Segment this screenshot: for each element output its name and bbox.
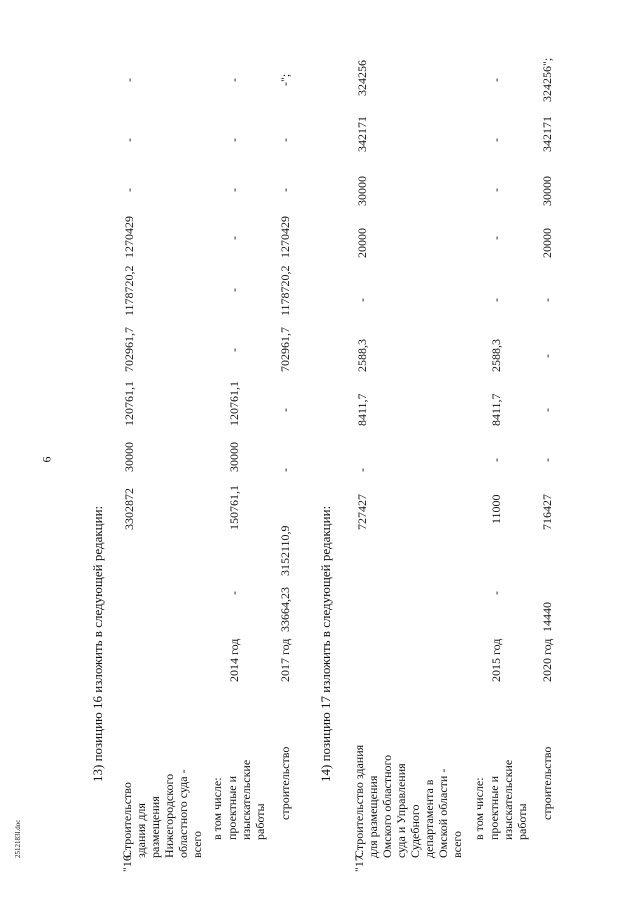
title-line: для размещения <box>366 775 380 858</box>
cell-sub2-8: 30000 <box>540 176 554 206</box>
cell-sub2-7: 1270429 <box>278 216 292 258</box>
rotated-document-body <box>60 52 580 872</box>
label-line: работы <box>515 803 529 840</box>
title-line: Судебного <box>408 804 422 858</box>
cell-sub2-9: 342171 <box>540 116 554 152</box>
cell-sub2-3: - <box>540 458 554 462</box>
title-line: суда и Управления <box>394 763 408 858</box>
cell-sub2-5: 702961,7 <box>278 327 292 372</box>
cell-total-7: 30000 <box>355 176 369 206</box>
cell-sub2-6: 1178720,2 <box>278 265 292 316</box>
title-line: всего <box>190 830 204 858</box>
cell-sub2-6: - <box>540 298 554 302</box>
label-line: проектные и <box>487 775 501 840</box>
title-line: Омского областного <box>380 754 394 858</box>
cell-total-6: 1270429 <box>122 216 136 258</box>
page-number: 6 <box>39 456 54 463</box>
cell-sub2-4: - <box>278 408 292 412</box>
cell-total-9: 324256 <box>355 60 369 96</box>
cell-sub2-year: 2017 год <box>278 638 292 682</box>
cell-sub1-2: 150761,1 <box>227 485 241 530</box>
section-13-intro: 13) позицию 16 изложить в следующей редакции: <box>90 505 105 782</box>
cell-sub2-10: 324256"; <box>540 57 554 102</box>
cell-total-8: - <box>122 138 136 142</box>
cell-sub2-5: - <box>540 354 554 358</box>
cell-total-4: 702961,7 <box>122 327 136 372</box>
label-line: изыскательские <box>501 759 515 840</box>
cell-sub1-1: - <box>227 591 241 595</box>
cell-total-6: 20000 <box>355 228 369 258</box>
title-line: размещения <box>148 796 162 858</box>
label-line: работы <box>253 803 267 840</box>
cell-sub1-year: 2014 год <box>227 638 241 682</box>
position-16-number: "16. <box>120 852 134 872</box>
cell-total-8: 342171 <box>355 116 369 152</box>
title-line: здания для <box>134 803 148 858</box>
cell-total-3: 120761,1 <box>122 381 136 426</box>
cell-sub1-9: - <box>489 138 503 142</box>
cell-sub1-1: - <box>489 591 503 595</box>
file-name-footer: 2512183l.doc <box>14 819 22 858</box>
cell-total-1: 727427 <box>355 494 369 530</box>
cell-sub1-year: 2015 год <box>489 638 503 682</box>
cell-sub2-8: - <box>278 188 292 192</box>
cell-sub1-10: - <box>227 78 241 82</box>
title-line: всего <box>450 830 464 858</box>
cell-sub2-1: 33664,23 <box>278 587 292 632</box>
cell-sub1-5: - <box>227 348 241 352</box>
cell-sub1-7: - <box>489 236 503 240</box>
cell-sub2-7: 20000 <box>540 228 554 258</box>
cell-total-5: 1178720,2 <box>122 265 136 316</box>
cell-sub2-year: 2020 год <box>540 638 554 682</box>
cell-sub1-7: - <box>227 236 241 240</box>
cell-sub1-4: 120761,1 <box>227 381 241 426</box>
position-17-number: "17. <box>352 852 366 872</box>
cell-sub2-3: - <box>278 468 292 472</box>
cell-sub1-9: - <box>227 138 241 142</box>
title-line: Строительство <box>120 782 134 858</box>
cell-sub2-2: 716427 <box>540 494 554 530</box>
label-line: проектные и <box>225 775 239 840</box>
cell-sub2-1: 14440 <box>540 602 554 632</box>
cell-sub2-4: - <box>540 408 554 412</box>
cell-total-7: - <box>122 188 136 192</box>
title-line: Нижегородского <box>162 773 176 858</box>
cell-total-2: 30000 <box>122 442 136 472</box>
design-works-label <box>225 760 267 840</box>
title-line: Строительство здания <box>352 744 366 858</box>
cell-sub1-6: - <box>489 298 503 302</box>
including-label: в том числе: <box>472 777 486 840</box>
cell-sub1-10: - <box>489 78 503 82</box>
design-works-label <box>487 760 529 840</box>
cell-sub1-8: - <box>227 188 241 192</box>
position-17-title <box>352 745 464 858</box>
cell-total-9: - <box>122 78 136 82</box>
title-line: областного суда - <box>176 769 190 858</box>
cell-sub2-10: -"; <box>278 73 292 86</box>
cell-sub1-5: 2588,3 <box>489 339 503 372</box>
cell-sub2-2: 3152110,9 <box>278 525 292 576</box>
cell-sub1-3: - <box>489 458 503 462</box>
construction-label: строительство <box>540 746 554 820</box>
cell-total-4: 2588,3 <box>355 339 369 372</box>
cell-total-2: - <box>355 468 369 472</box>
including-label: в том числе: <box>210 777 224 840</box>
cell-sub1-3: 30000 <box>227 442 241 472</box>
cell-sub1-8: - <box>489 188 503 192</box>
title-line: департамента в <box>422 779 436 858</box>
cell-sub2-9: - <box>278 138 292 142</box>
construction-label: строительство <box>278 746 292 820</box>
cell-sub1-2: 11000 <box>489 494 503 524</box>
label-line: изыскательские <box>239 759 253 840</box>
cell-total-1: 3302872 <box>122 488 136 530</box>
section-14-intro: 14) позицию 17 изложить в следующей редакции: <box>318 505 333 782</box>
cell-total-5: - <box>355 298 369 302</box>
cell-sub1-4: 8411,7 <box>489 393 503 426</box>
title-line: Омской области - <box>436 768 450 858</box>
cell-sub1-6: - <box>227 288 241 292</box>
position-16-title <box>120 769 204 858</box>
cell-total-3: 8411,7 <box>355 393 369 426</box>
